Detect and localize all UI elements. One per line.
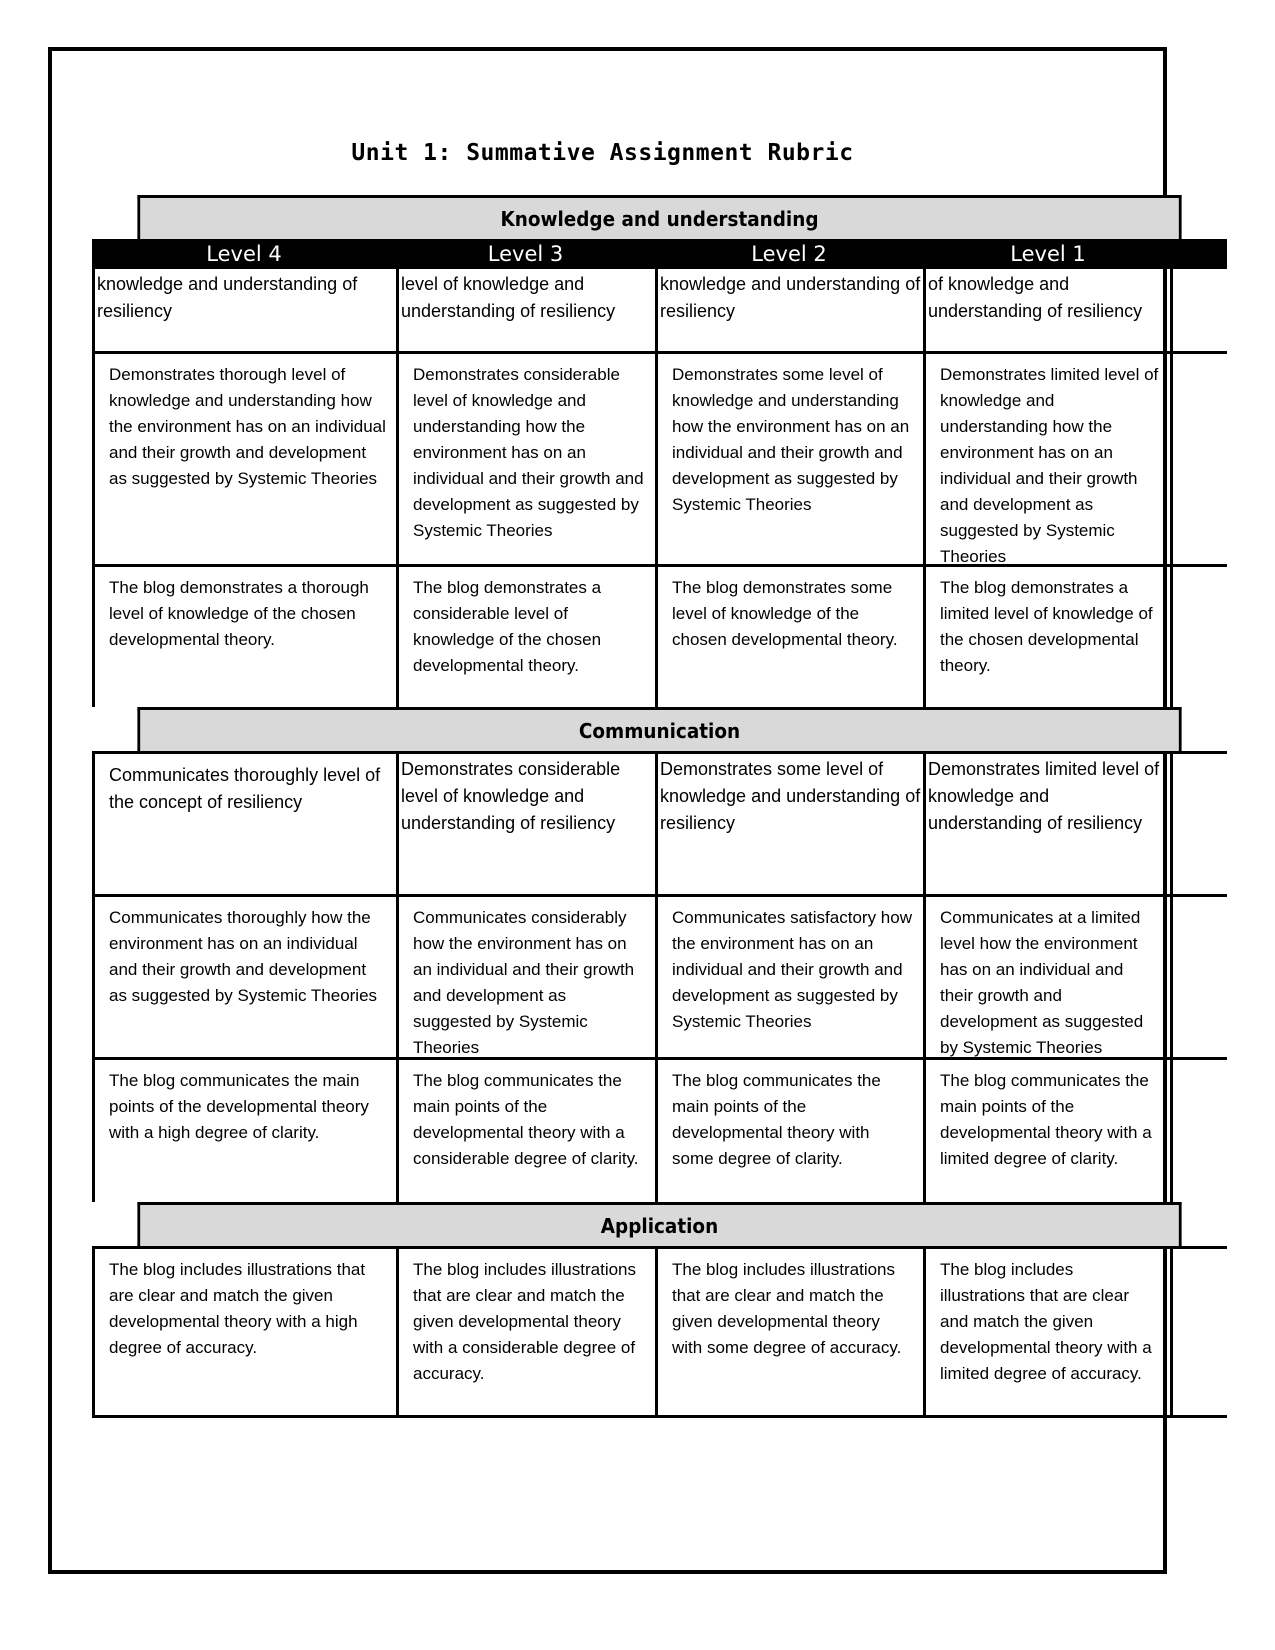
level-header-row <box>92 239 1227 269</box>
rubric-cell: Demonstrates thorough level of knowledge and understanding how the environment has on an individual and their growth and development as suggested by Systemic Theories <box>92 354 396 564</box>
level-1-header: Level 1 <box>1010 242 1086 266</box>
rubric-cell: Communicates considerably how the environment has on an individual and their growth and development as suggested by Systemic Theories <box>396 897 655 1057</box>
table-row <box>92 1246 1227 1418</box>
rubric-cell: of knowledge and understanding of resiliency <box>923 269 1173 351</box>
table-row <box>92 351 1227 564</box>
level-2-header: Level 2 <box>751 242 827 266</box>
rubric-cell: level of knowledge and understanding of resiliency <box>396 269 655 351</box>
rubric-cell: knowledge and understanding of resiliency <box>92 269 396 351</box>
rubric-cell: Demonstrates some level of knowledge and understanding how the environment has on an individual and their growth and development as suggested by Systemic Theories <box>655 354 923 564</box>
level-4-header: Level 4 <box>206 242 282 266</box>
rubric-cell: The blog demonstrates a limited level of knowledge of the chosen developmental theory. <box>923 567 1173 707</box>
rubric-cell: Demonstrates limited level of knowledge and understanding how the environment has on an individual and their growth and development as suggested by Systemic Theories <box>923 354 1173 564</box>
section-heading-application: Application <box>137 1202 1181 1246</box>
rubric-cell: The blog includes illustrations that are clear and match the given developmental theory with a limited degree of accuracy. <box>923 1249 1173 1415</box>
rubric-cell: Communicates at a limited level how the environment has on an individual and their growth and development as suggested by Systemic Theories <box>923 897 1173 1057</box>
table-row <box>92 751 1227 894</box>
rubric-cell: The blog includes illustrations that are clear and match the given developmental theory with a high degree of accuracy. <box>92 1249 396 1415</box>
rubric-cell: The blog communicates the main points of the developmental theory with some degree of clarity. <box>655 1060 923 1202</box>
rubric-cell: knowledge and understanding of resiliency <box>655 269 923 351</box>
page-title: Unit 1: Summative Assignment Rubric <box>351 140 854 166</box>
rubric-cell: Demonstrates considerable level of knowledge and understanding of resiliency <box>396 754 655 894</box>
rubric-cell: Demonstrates some level of knowledge and understanding of resiliency <box>655 754 923 894</box>
rubric-cell: The blog communicates the main points of the developmental theory with a considerable degree of clarity. <box>396 1060 655 1202</box>
rubric-cell: Demonstrates considerable level of knowledge and understanding how the environment has on an individual and their growth and development as suggested by Systemic Theories <box>396 354 655 564</box>
rubric-cell: Demonstrates limited level of knowledge and understanding of resiliency <box>923 754 1173 894</box>
rubric-cell: Communicates thoroughly level of the concept of resiliency <box>92 754 396 894</box>
table-row <box>92 1057 1227 1202</box>
section-heading-knowledge: Knowledge and understanding <box>137 195 1181 239</box>
table-row <box>92 269 1227 351</box>
section-heading-communication: Communication <box>137 707 1181 751</box>
rubric-cell: The blog includes illustrations that are clear and match the given developmental theory with some degree of accuracy. <box>655 1249 923 1415</box>
rubric-table <box>92 195 1227 1418</box>
rubric-cell: The blog demonstrates a thorough level of knowledge of the chosen developmental theory. <box>92 567 396 707</box>
table-row <box>92 564 1227 707</box>
rubric-cell: The blog demonstrates some level of knowledge of the chosen developmental theory. <box>655 567 923 707</box>
rubric-cell: Communicates satisfactory how the environment has on an individual and their growth and development as suggested by Systemic Theories <box>655 897 923 1057</box>
rubric-cell: The blog includes illustrations that are clear and match the given developmental theory with a considerable degree of accuracy. <box>396 1249 655 1415</box>
rubric-cell: The blog communicates the main points of the developmental theory with a high degree of clarity. <box>92 1060 396 1202</box>
rubric-cell: Communicates thoroughly how the environment has on an individual and their growth and development as suggested by Systemic Theories <box>92 897 396 1057</box>
rubric-cell: The blog demonstrates a considerable level of knowledge of the chosen developmental theory. <box>396 567 655 707</box>
rubric-cell: The blog communicates the main points of the developmental theory with a limited degree of clarity. <box>923 1060 1173 1202</box>
level-3-header: Level 3 <box>487 242 564 266</box>
table-row <box>92 894 1227 1057</box>
